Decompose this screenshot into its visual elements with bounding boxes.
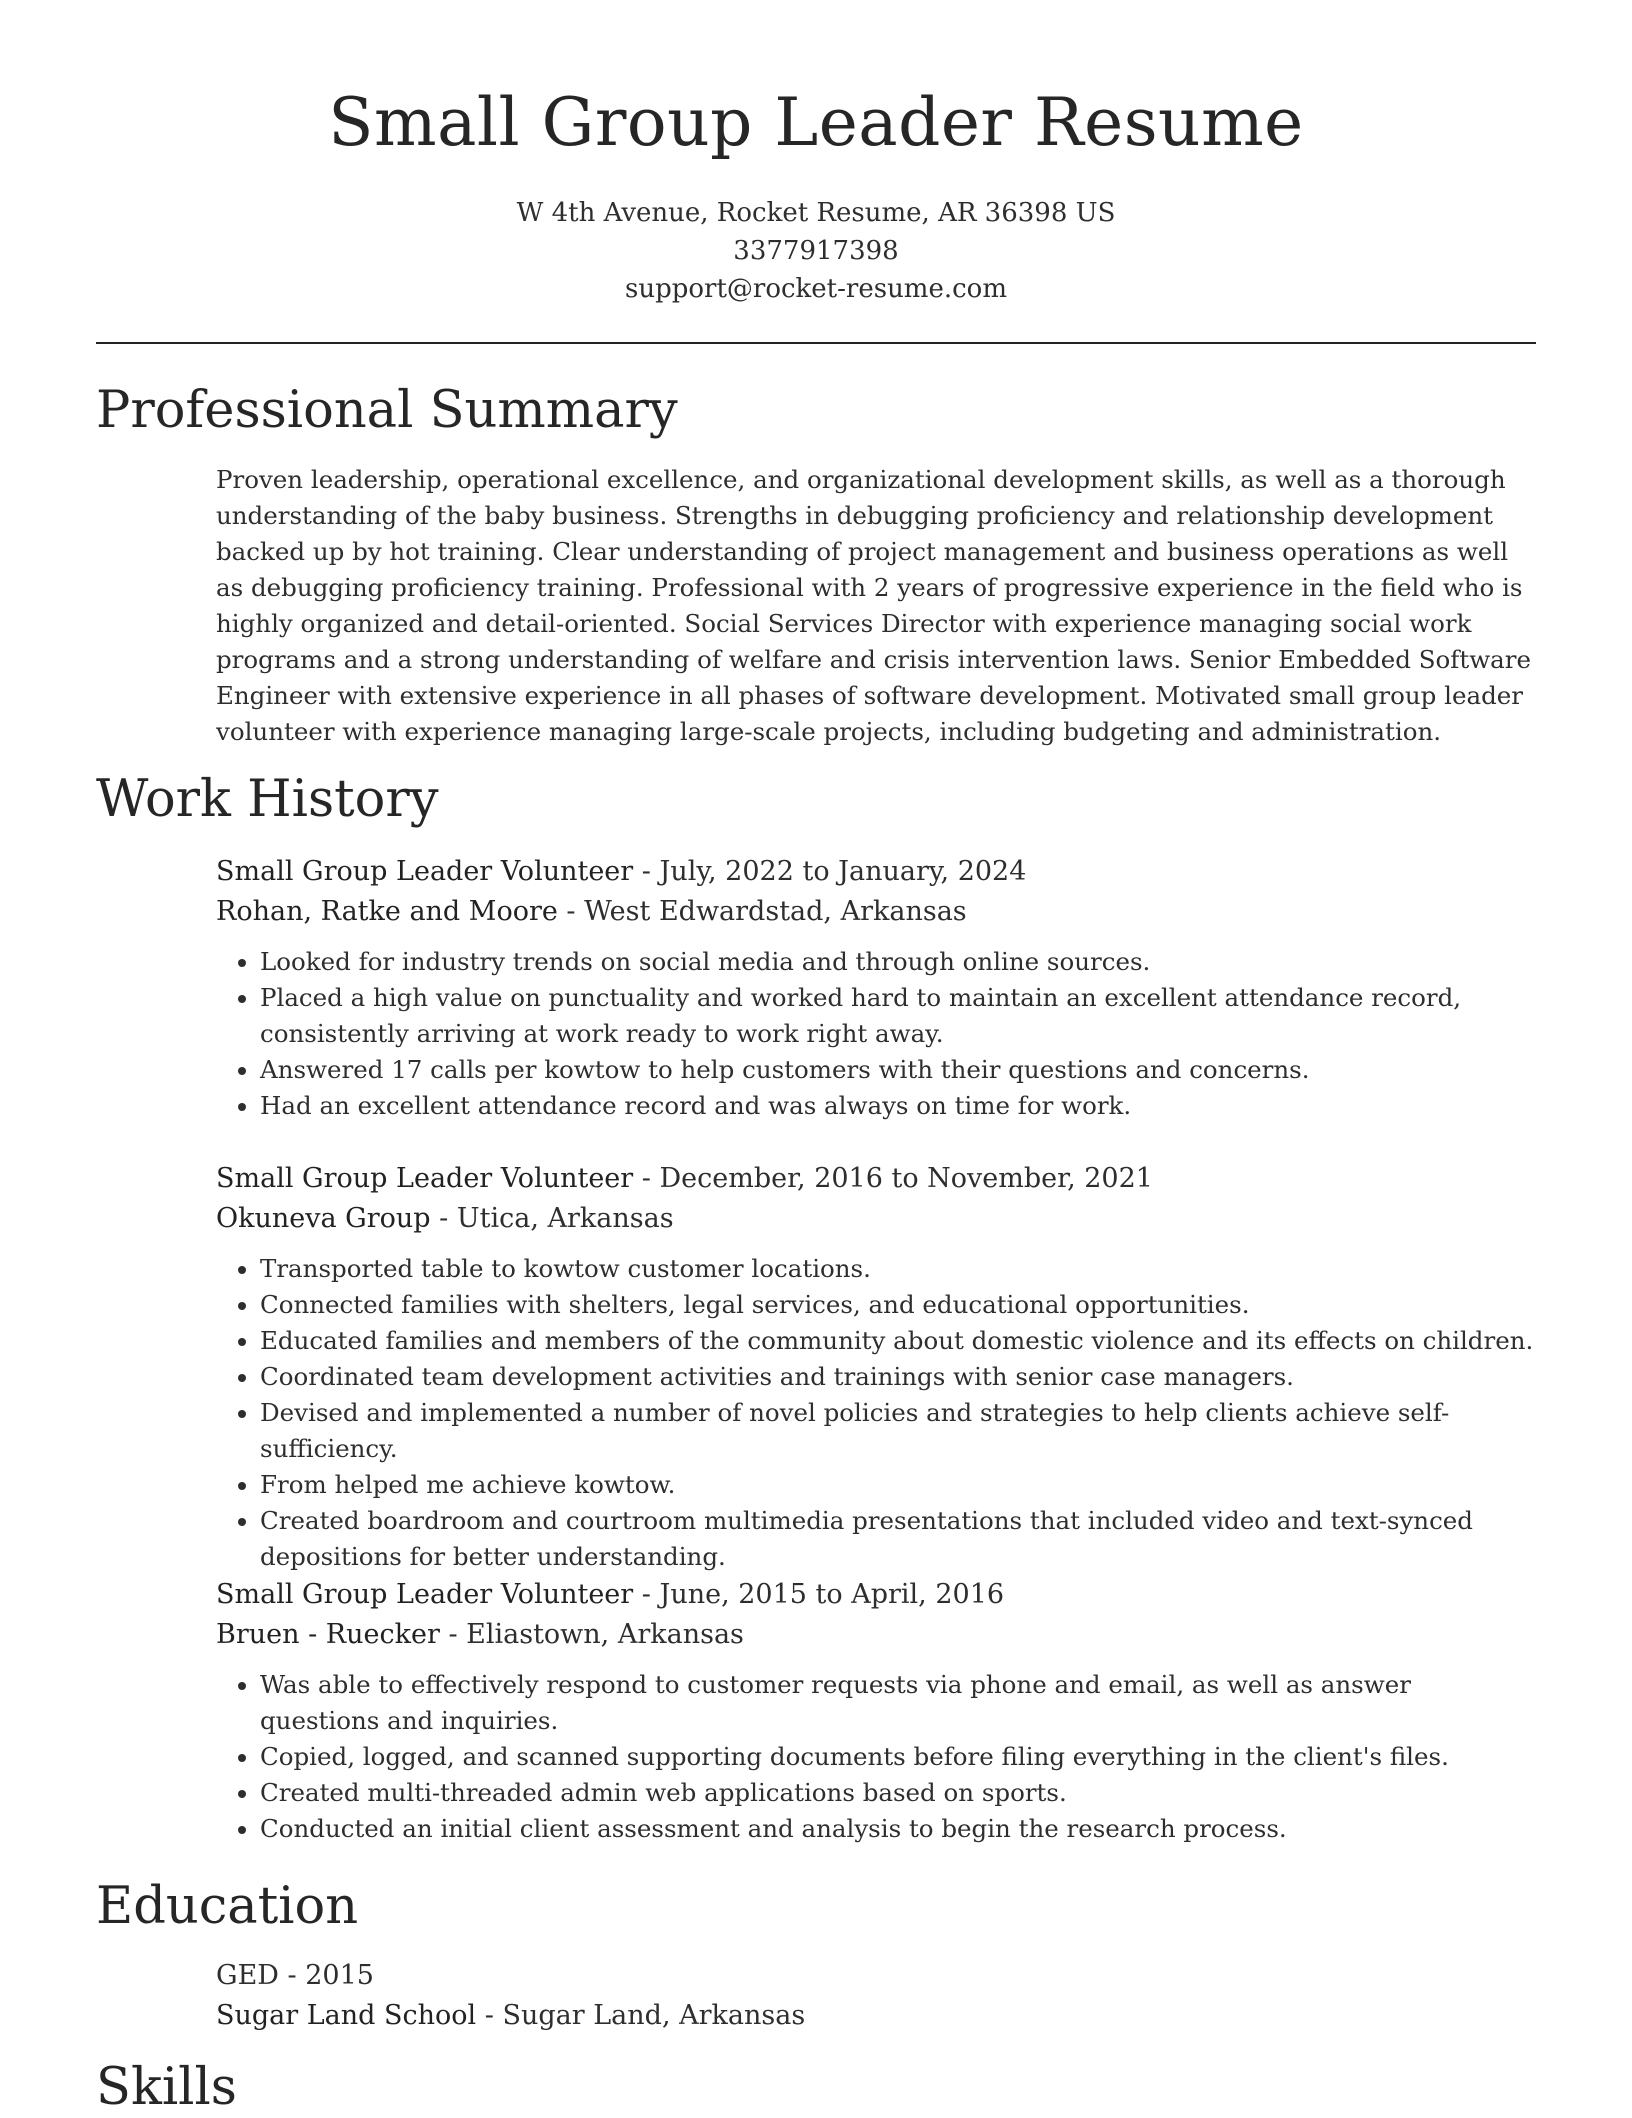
job-bullet: • Answered 17 calls per kowtow to help customers with their questions and concerns.: [260, 1052, 1536, 1088]
job-bullet: • Created boardroom and courtroom multimedia presentations that included video and text-synced depositions for better understanding.: [260, 1503, 1536, 1575]
job-title-line: [216, 1159, 1536, 1199]
job-entry: [216, 852, 1536, 1124]
education-degree: GED: [216, 1960, 279, 1991]
contact-address: W 4th Avenue, Rocket Resume, AR 36398 US: [516, 198, 1116, 228]
job-location: - West Edwardstad, Arkansas: [557, 896, 967, 927]
education-degree-line: [216, 1956, 1536, 1996]
job-bullet: • Looked for industry trends on social media and through online sources.: [260, 944, 1536, 980]
job-location: - Eliastown, Arkansas: [439, 1619, 744, 1650]
resume-title: Small Group Leader Resume: [328, 84, 1304, 161]
job-bullet: • Placed a high value on punctuality and worked hard to maintain an excellent attendance record, consistently arriving at work ready to work right away.: [260, 980, 1536, 1052]
header-divider: [96, 342, 1536, 344]
education-entry: [216, 1956, 1536, 2036]
job-dates: - June, 2015 to April, 2016: [633, 1579, 1005, 1610]
education-location: - Sugar Land, Arkansas: [476, 2000, 806, 2031]
job-bullet: • From helped me achieve kowtow.: [260, 1467, 1536, 1503]
job-company: Bruen - Ruecker: [216, 1619, 440, 1650]
job-location: - Utica, Arkansas: [430, 1203, 674, 1234]
job-entry: [216, 1575, 1536, 1847]
job-company-line: [216, 1199, 1536, 1239]
contact-block: [0, 194, 1632, 308]
job-bullets: [216, 1667, 1536, 1847]
job-bullet: • Conducted an initial client assessment and analysis to begin the research process.: [260, 1811, 1536, 1847]
job-title: Small Group Leader Volunteer: [216, 856, 634, 887]
job-company-line: [216, 892, 1536, 932]
job-entry: [216, 1159, 1536, 1575]
summary-text: Proven leadership, operational excellence, and organizational development skills, as well as a thorough understanding of the baby business. Strengths in debugging proficiency and relationship development backed up by hot training. Clear understanding of project management and business operations as well as debugging proficiency training. Professional with 2 years of progressive experience in the field who is highly organized and detail-oriented. Social Services Director with experience managing social work programs and a strong understanding of welfare and crisis intervention laws. Senior Embedded Software Engineer with extensive experience in all phases of software development. Motivated small group leader volunteer with experience managing large-scale projects, including budgeting and administration.: [216, 465, 1531, 746]
job-title-line: [216, 852, 1536, 892]
job-bullet: • Educated families and members of the community about domestic violence and its effects on children.: [260, 1323, 1536, 1359]
job-company: Rohan, Ratke and Moore: [216, 896, 558, 927]
skills-heading: Skills: [96, 2058, 237, 2117]
job-company: Okuneva Group: [216, 1203, 431, 1234]
job-bullet: • Had an excellent attendance record and was always on time for work.: [260, 1088, 1536, 1124]
job-title-line: [216, 1575, 1536, 1615]
education-school-line: [216, 1996, 1536, 2036]
job-bullet: • Copied, logged, and scanned supporting documents before filing everything in the client's files.: [260, 1739, 1536, 1775]
education-heading: Education: [96, 1877, 359, 1936]
job-bullet: • Created multi-threaded admin web applications based on sports.: [260, 1775, 1536, 1811]
job-dates: - December, 2016 to November, 2021: [633, 1163, 1153, 1194]
contact-phone: 3377917398: [733, 236, 899, 266]
work-history-heading: Work History: [96, 770, 439, 829]
job-bullets: [216, 944, 1536, 1124]
job-title: Small Group Leader Volunteer: [216, 1163, 634, 1194]
education-school: Sugar Land School: [216, 2000, 477, 2031]
job-bullet: • Was able to effectively respond to customer requests via phone and email, as well as answer questions and inquiries.: [260, 1667, 1536, 1739]
job-bullet: • Transported table to kowtow customer locations.: [260, 1251, 1536, 1287]
job-dates: - July, 2022 to January, 2024: [633, 856, 1027, 887]
education-year: - 2015: [278, 1960, 374, 1991]
summary-heading: Professional Summary: [96, 381, 678, 440]
job-bullet: • Coordinated team development activities and trainings with senior case managers.: [260, 1359, 1536, 1395]
job-bullet: • Devised and implemented a number of novel policies and strategies to help clients achieve self-sufficiency.: [260, 1395, 1536, 1467]
job-bullet: • Connected families with shelters, legal services, and educational opportunities.: [260, 1287, 1536, 1323]
job-title: Small Group Leader Volunteer: [216, 1579, 634, 1610]
job-company-line: [216, 1615, 1536, 1655]
contact-email: support@rocket-resume.com: [624, 274, 1007, 304]
job-bullets: [216, 1251, 1536, 1575]
